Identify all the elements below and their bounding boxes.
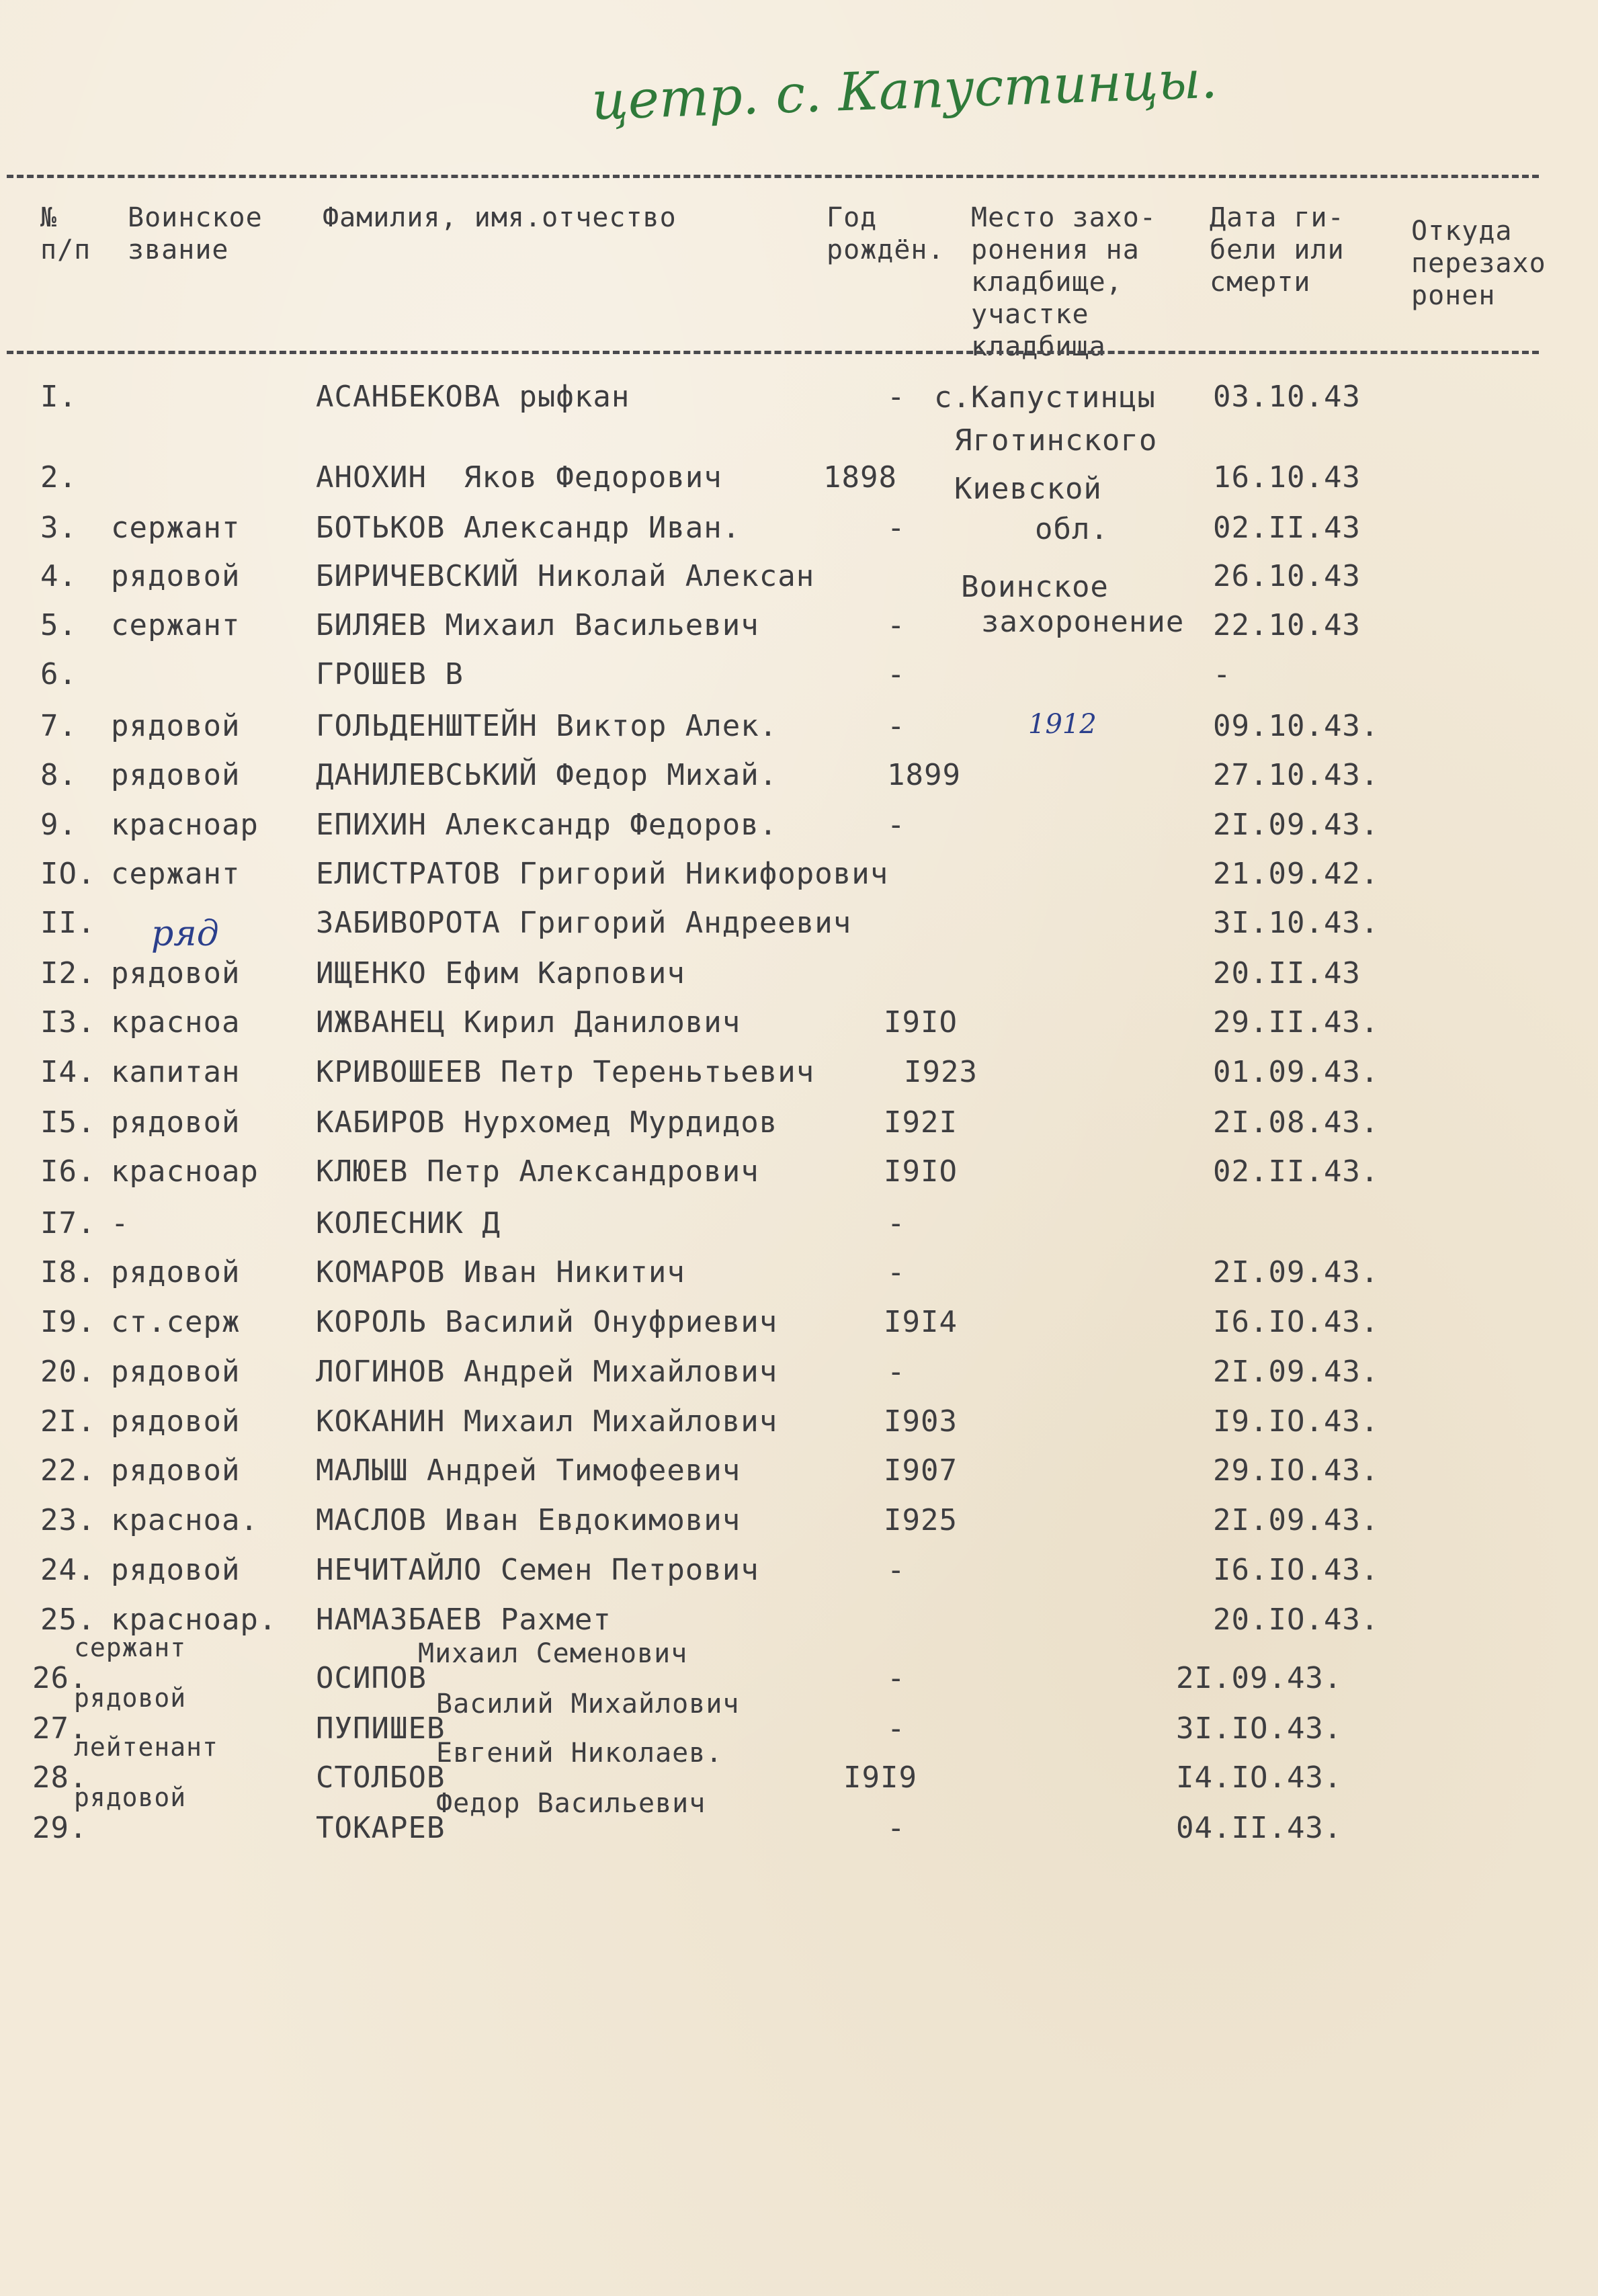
row-name: МАСЛОВ Иван Евдокимович bbox=[316, 1503, 741, 1537]
row-name: НАМАЗБАЕВ Рахмет bbox=[316, 1603, 612, 1637]
row-rank: красноар. bbox=[111, 1603, 278, 1637]
row-rank: сержант bbox=[111, 511, 241, 545]
row-number: I5. bbox=[40, 1105, 96, 1140]
row-rank: рядовой bbox=[111, 1105, 241, 1140]
header-born: Год рождён. bbox=[827, 202, 945, 265]
row-name: БИЛЯЕВ Михаил Васильевич bbox=[316, 608, 759, 642]
header-name: Фамилия, имя.отчество bbox=[323, 202, 677, 233]
row-date: 2I.09.43. bbox=[1213, 1255, 1380, 1289]
row-rank: рядовой bbox=[74, 1683, 187, 1713]
row-date: 04.II.43. bbox=[1176, 1811, 1343, 1845]
row-year: 1899 bbox=[887, 758, 961, 792]
row-name: КАБИРОВ Нурхомед Мурдидов bbox=[316, 1105, 778, 1140]
row-number: I6. bbox=[40, 1154, 96, 1189]
row-number: 3. bbox=[40, 511, 77, 545]
row-name: ИЩЕНКО Ефим Карпович bbox=[316, 956, 685, 990]
row-number: 27. bbox=[32, 1711, 88, 1746]
row-name-superscript: Федор Васильевич bbox=[436, 1788, 706, 1819]
row-date: 2I.09.43. bbox=[1213, 1503, 1380, 1537]
row-year: - bbox=[887, 511, 906, 545]
row-number: 2I. bbox=[40, 1404, 96, 1439]
row-number: 29. bbox=[32, 1811, 88, 1845]
header-from: Откуда перезахо ронен bbox=[1411, 216, 1546, 311]
row-date: I6.IO.43. bbox=[1213, 1553, 1380, 1587]
row-year: - bbox=[887, 1661, 906, 1695]
row-year: - bbox=[887, 1255, 906, 1289]
handwritten-annotation: цетр. с. Капустинцы. bbox=[590, 49, 1218, 132]
row-number: 9. bbox=[40, 808, 77, 842]
row-year: I9I9 bbox=[843, 1760, 917, 1795]
row-name: КРИВОШЕЕВ Петр Тереньтьевич bbox=[316, 1055, 815, 1089]
row-year: - bbox=[887, 657, 906, 691]
row-name: ПУПИШЕВ bbox=[316, 1711, 446, 1746]
row-date: 09.10.43. bbox=[1213, 709, 1380, 743]
row-year: I923 bbox=[904, 1055, 978, 1089]
row-rank: рядовой bbox=[111, 1355, 241, 1389]
row-date: 2I.09.43. bbox=[1213, 808, 1380, 842]
row-number: 2. bbox=[40, 460, 77, 495]
row-date: 3I.10.43. bbox=[1213, 906, 1380, 940]
row-name: ИЖВАНЕЦ Кирил Данилович bbox=[316, 1005, 741, 1039]
row-year: - bbox=[887, 1206, 906, 1240]
row-year: I9IO bbox=[884, 1154, 958, 1189]
row-rank: рядовой bbox=[111, 559, 241, 593]
row-year: - bbox=[887, 380, 906, 414]
row-name: ТОКАРЕВ bbox=[316, 1811, 446, 1845]
row-name: БОТЬКОВ Александр Иван. bbox=[316, 511, 741, 545]
row-name: ГРОШЕВ В bbox=[316, 657, 464, 691]
header-top-rule bbox=[7, 175, 1539, 178]
row-rank: рядовой bbox=[111, 1453, 241, 1488]
row-year: I9I4 bbox=[884, 1305, 958, 1339]
row-rank: рядовой bbox=[111, 1553, 241, 1587]
row-date: 01.09.43. bbox=[1213, 1055, 1380, 1089]
row-name-superscript: Василий Михайлович bbox=[436, 1689, 740, 1719]
row-name: СТОЛБОВ bbox=[316, 1760, 446, 1795]
row-year: - bbox=[887, 1711, 906, 1746]
row-year: - bbox=[887, 1553, 906, 1587]
row-date: I6.IO.43. bbox=[1213, 1305, 1380, 1339]
row-name-superscript: Михаил Семенович bbox=[418, 1638, 688, 1669]
row-date: 02.II.43. bbox=[1213, 1154, 1380, 1189]
row-rank: лейтенант bbox=[74, 1732, 218, 1762]
row-rank: капитан bbox=[111, 1055, 241, 1089]
row-rank: сержант bbox=[74, 1633, 187, 1662]
row-rank: - bbox=[111, 1206, 130, 1240]
row-name: АНОХИН Яков Федорович bbox=[316, 460, 722, 495]
row-number: 24. bbox=[40, 1553, 96, 1587]
row-year: I9IO bbox=[884, 1005, 958, 1039]
row-name: КОМАРОВ Иван Никитич bbox=[316, 1255, 685, 1289]
row-number: I8. bbox=[40, 1255, 96, 1289]
row-rank: сержант bbox=[111, 608, 241, 642]
row-number: I. bbox=[40, 380, 77, 414]
row-number: 6. bbox=[40, 657, 77, 691]
row-number: 23. bbox=[40, 1503, 96, 1537]
row-number: I2. bbox=[40, 956, 96, 990]
row-rank: красноар bbox=[111, 808, 259, 842]
row-name: АСАНБЕКОВА рыфкан bbox=[316, 380, 630, 414]
row-year: - bbox=[887, 709, 906, 743]
row-number: I9. bbox=[40, 1305, 96, 1339]
row-name: КЛЮЕВ Петр Александрович bbox=[316, 1154, 759, 1189]
row-number: 7. bbox=[40, 709, 77, 743]
row-rank: рядовой bbox=[111, 709, 241, 743]
burial-place-line: Яготинского bbox=[954, 423, 1158, 458]
row-rank: красноа. bbox=[111, 1503, 259, 1537]
row-rank: рядовой bbox=[111, 1404, 241, 1439]
row-rank: рядовой bbox=[74, 1783, 187, 1812]
row-date: 29.II.43. bbox=[1213, 1005, 1380, 1039]
row-name: ГОЛЬДЕНШТЕЙН Виктор Алек. bbox=[316, 709, 778, 743]
row-rank: красноа bbox=[111, 1005, 241, 1039]
row-name: МАЛЫШ Андрей Тимофеевич bbox=[316, 1453, 741, 1488]
handwritten-year-note: 1912 bbox=[1028, 709, 1097, 740]
row-name: КОРОЛЬ Василий Онуфриевич bbox=[316, 1305, 778, 1339]
row-date: 27.10.43. bbox=[1213, 758, 1380, 792]
row-year: - bbox=[887, 608, 906, 642]
row-name: ЕПИХИН Александр Федоров. bbox=[316, 808, 778, 842]
row-number: 28. bbox=[32, 1760, 88, 1795]
row-date: 29.IO.43. bbox=[1213, 1453, 1380, 1488]
burial-place-line: захоронение bbox=[981, 605, 1185, 639]
row-date: 02.II.43 bbox=[1213, 511, 1361, 545]
row-name: ЗАБИВОРОТА Григорий Андреевич bbox=[316, 906, 852, 940]
row-date: 20.II.43 bbox=[1213, 956, 1361, 990]
row-number: 5. bbox=[40, 608, 77, 642]
row-date: 2I.08.43. bbox=[1213, 1105, 1380, 1140]
header-rank: Воинское звание bbox=[128, 202, 263, 265]
row-number: 25. bbox=[40, 1603, 96, 1637]
row-date: 20.IO.43. bbox=[1213, 1603, 1380, 1637]
row-rank: красноар bbox=[111, 1154, 259, 1189]
row-name: ЕЛИСТРАТОВ Григорий Никифорович bbox=[316, 857, 889, 891]
row-number: 26. bbox=[32, 1661, 88, 1695]
row-number: II. bbox=[40, 906, 96, 940]
row-name: ОСИПОВ bbox=[316, 1661, 427, 1695]
row-year: I903 bbox=[884, 1404, 958, 1439]
row-date: 3I.IO.43. bbox=[1176, 1711, 1343, 1746]
row-date: 2I.09.43. bbox=[1176, 1661, 1343, 1695]
row-name: БИРИЧЕВСКИЙ Николай Алексан bbox=[316, 559, 815, 593]
row-date: 2I.09.43. bbox=[1213, 1355, 1380, 1389]
row-date: 22.10.43 bbox=[1213, 608, 1361, 642]
row-year: - bbox=[887, 808, 906, 842]
burial-place-line: с.Капустинцы bbox=[934, 380, 1156, 415]
row-date: - bbox=[1213, 657, 1232, 691]
handwritten-rank-note: ряд bbox=[151, 914, 219, 954]
row-date: 21.09.42. bbox=[1213, 857, 1380, 891]
row-date: I9.IO.43. bbox=[1213, 1404, 1380, 1439]
row-number: 8. bbox=[40, 758, 77, 792]
row-date: 26.10.43 bbox=[1213, 559, 1361, 593]
header-num: № п/п bbox=[40, 202, 91, 265]
burial-place-line: Киевской bbox=[954, 472, 1102, 506]
row-number: I7. bbox=[40, 1206, 96, 1240]
row-number: IO. bbox=[40, 857, 96, 891]
header-place: Место захо- ронения на кладбище, участке кладбища bbox=[971, 202, 1157, 362]
row-year: I907 bbox=[884, 1453, 958, 1488]
header-bottom-rule bbox=[7, 351, 1539, 354]
row-name: ДАНИЛЕВСЬКИЙ Федор Михай. bbox=[316, 758, 778, 792]
row-date: I4.IO.43. bbox=[1176, 1760, 1343, 1795]
row-name: НЕЧИТАЙЛО Семен Петрович bbox=[316, 1553, 759, 1587]
row-year: I925 bbox=[884, 1503, 958, 1537]
row-name: КОЛЕСНИК Д bbox=[316, 1206, 501, 1240]
row-rank: рядовой bbox=[111, 758, 241, 792]
row-date: 03.10.43 bbox=[1213, 380, 1361, 414]
row-name: КОКАНИН Михаил Михайлович bbox=[316, 1404, 778, 1439]
row-number: I3. bbox=[40, 1005, 96, 1039]
row-rank: ст.серж bbox=[111, 1305, 241, 1339]
row-number: 4. bbox=[40, 559, 77, 593]
row-year: - bbox=[887, 1355, 906, 1389]
row-number: 22. bbox=[40, 1453, 96, 1488]
row-name-superscript: Евгений Николаев. bbox=[436, 1738, 723, 1769]
row-year: 1898 bbox=[823, 460, 897, 495]
row-year: I92I bbox=[884, 1105, 958, 1140]
header-date: Дата ги- бели или смерти bbox=[1210, 202, 1345, 298]
row-number: 20. bbox=[40, 1355, 96, 1389]
burial-place-line: Воинское bbox=[961, 570, 1109, 604]
row-year: - bbox=[887, 1811, 906, 1845]
row-rank: рядовой bbox=[111, 1255, 241, 1289]
row-date: 16.10.43 bbox=[1213, 460, 1361, 495]
row-number: I4. bbox=[40, 1055, 96, 1089]
burial-place-line: обл. bbox=[1035, 512, 1109, 546]
row-rank: сержант bbox=[111, 857, 241, 891]
row-name: ЛОГИНОВ Андрей Михайлович bbox=[316, 1355, 778, 1389]
row-rank: рядовой bbox=[111, 956, 241, 990]
